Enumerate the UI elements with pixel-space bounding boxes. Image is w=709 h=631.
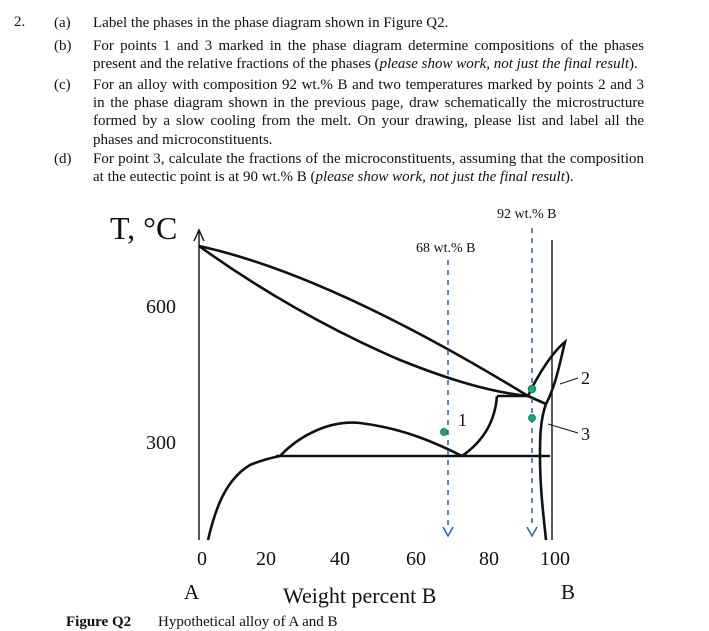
part-label: (d) <box>54 151 72 167</box>
part-text: For points 1 and 3 marked in the phase diagram determine compositions of the phases present and the relative fractions of the phases (please show work, not just the final result). <box>93 38 644 73</box>
figure-caption: Hypothetical alloy of A and B <box>158 614 338 630</box>
x-axis-label: Weight percent B <box>283 583 437 608</box>
y-tick-300: 300 <box>146 432 176 454</box>
x-tick-80: 80 <box>479 548 499 570</box>
point-2-dot <box>528 385 536 393</box>
part-text: For an alloy with composition 92 wt.% B and two temperatures marked by points 2 and 3 in the phase diagram shown in the previous page, draw schematically the microstructure formed by a slow cooling from the melt. On your drawing, please list and label all the phases and microconstituents. <box>93 77 644 148</box>
marker-68-arrow-icon <box>443 527 453 536</box>
left-solvus <box>208 456 280 540</box>
y-tick-600: 600 <box>146 296 176 318</box>
part-label: (b) <box>54 38 72 54</box>
peritectic-left-boundary <box>462 396 497 456</box>
question-number: 2. <box>14 14 26 30</box>
right-component-label: B <box>561 580 576 604</box>
part-label: (c) <box>54 77 71 93</box>
x-tick-40: 40 <box>330 548 350 570</box>
part-text: Label the phases in the phase diagram shown in Figure Q2. <box>93 15 449 31</box>
solidus-line <box>199 246 528 396</box>
marker-92-label: 92 wt.% B <box>497 207 557 222</box>
figure-label: Figure Q2 <box>66 614 132 630</box>
marker-92-arrow-icon <box>527 527 537 536</box>
peritectic-right-boundary <box>528 396 546 404</box>
point-1-label: 1 <box>458 410 467 430</box>
marker-68-label: 68 wt.% B <box>416 241 476 256</box>
x-tick-0: 0 <box>197 548 207 570</box>
x-tick-60: 60 <box>406 548 426 570</box>
upper-right-loop <box>528 342 565 404</box>
dome-curve <box>280 423 462 456</box>
y-axis-label: T, °C <box>110 210 178 246</box>
x-tick-20: 20 <box>256 548 276 570</box>
right-solvus <box>540 404 546 540</box>
point-3-label: 3 <box>581 424 590 444</box>
point-2-label: 2 <box>581 368 590 388</box>
liquidus-line <box>199 246 528 396</box>
x-tick-100: 100 <box>540 548 570 570</box>
part-text: For point 3, calculate the fractions of the microconstituents, assuming that the composition at the eutectic point is at 90 wt.% B (please show work, not just the final result). <box>93 151 644 186</box>
point-1-dot <box>441 429 448 436</box>
point-3-dot <box>529 415 536 422</box>
point-2-leader <box>560 378 578 384</box>
left-component-label: A <box>184 580 200 604</box>
part-label: (a) <box>54 15 71 31</box>
